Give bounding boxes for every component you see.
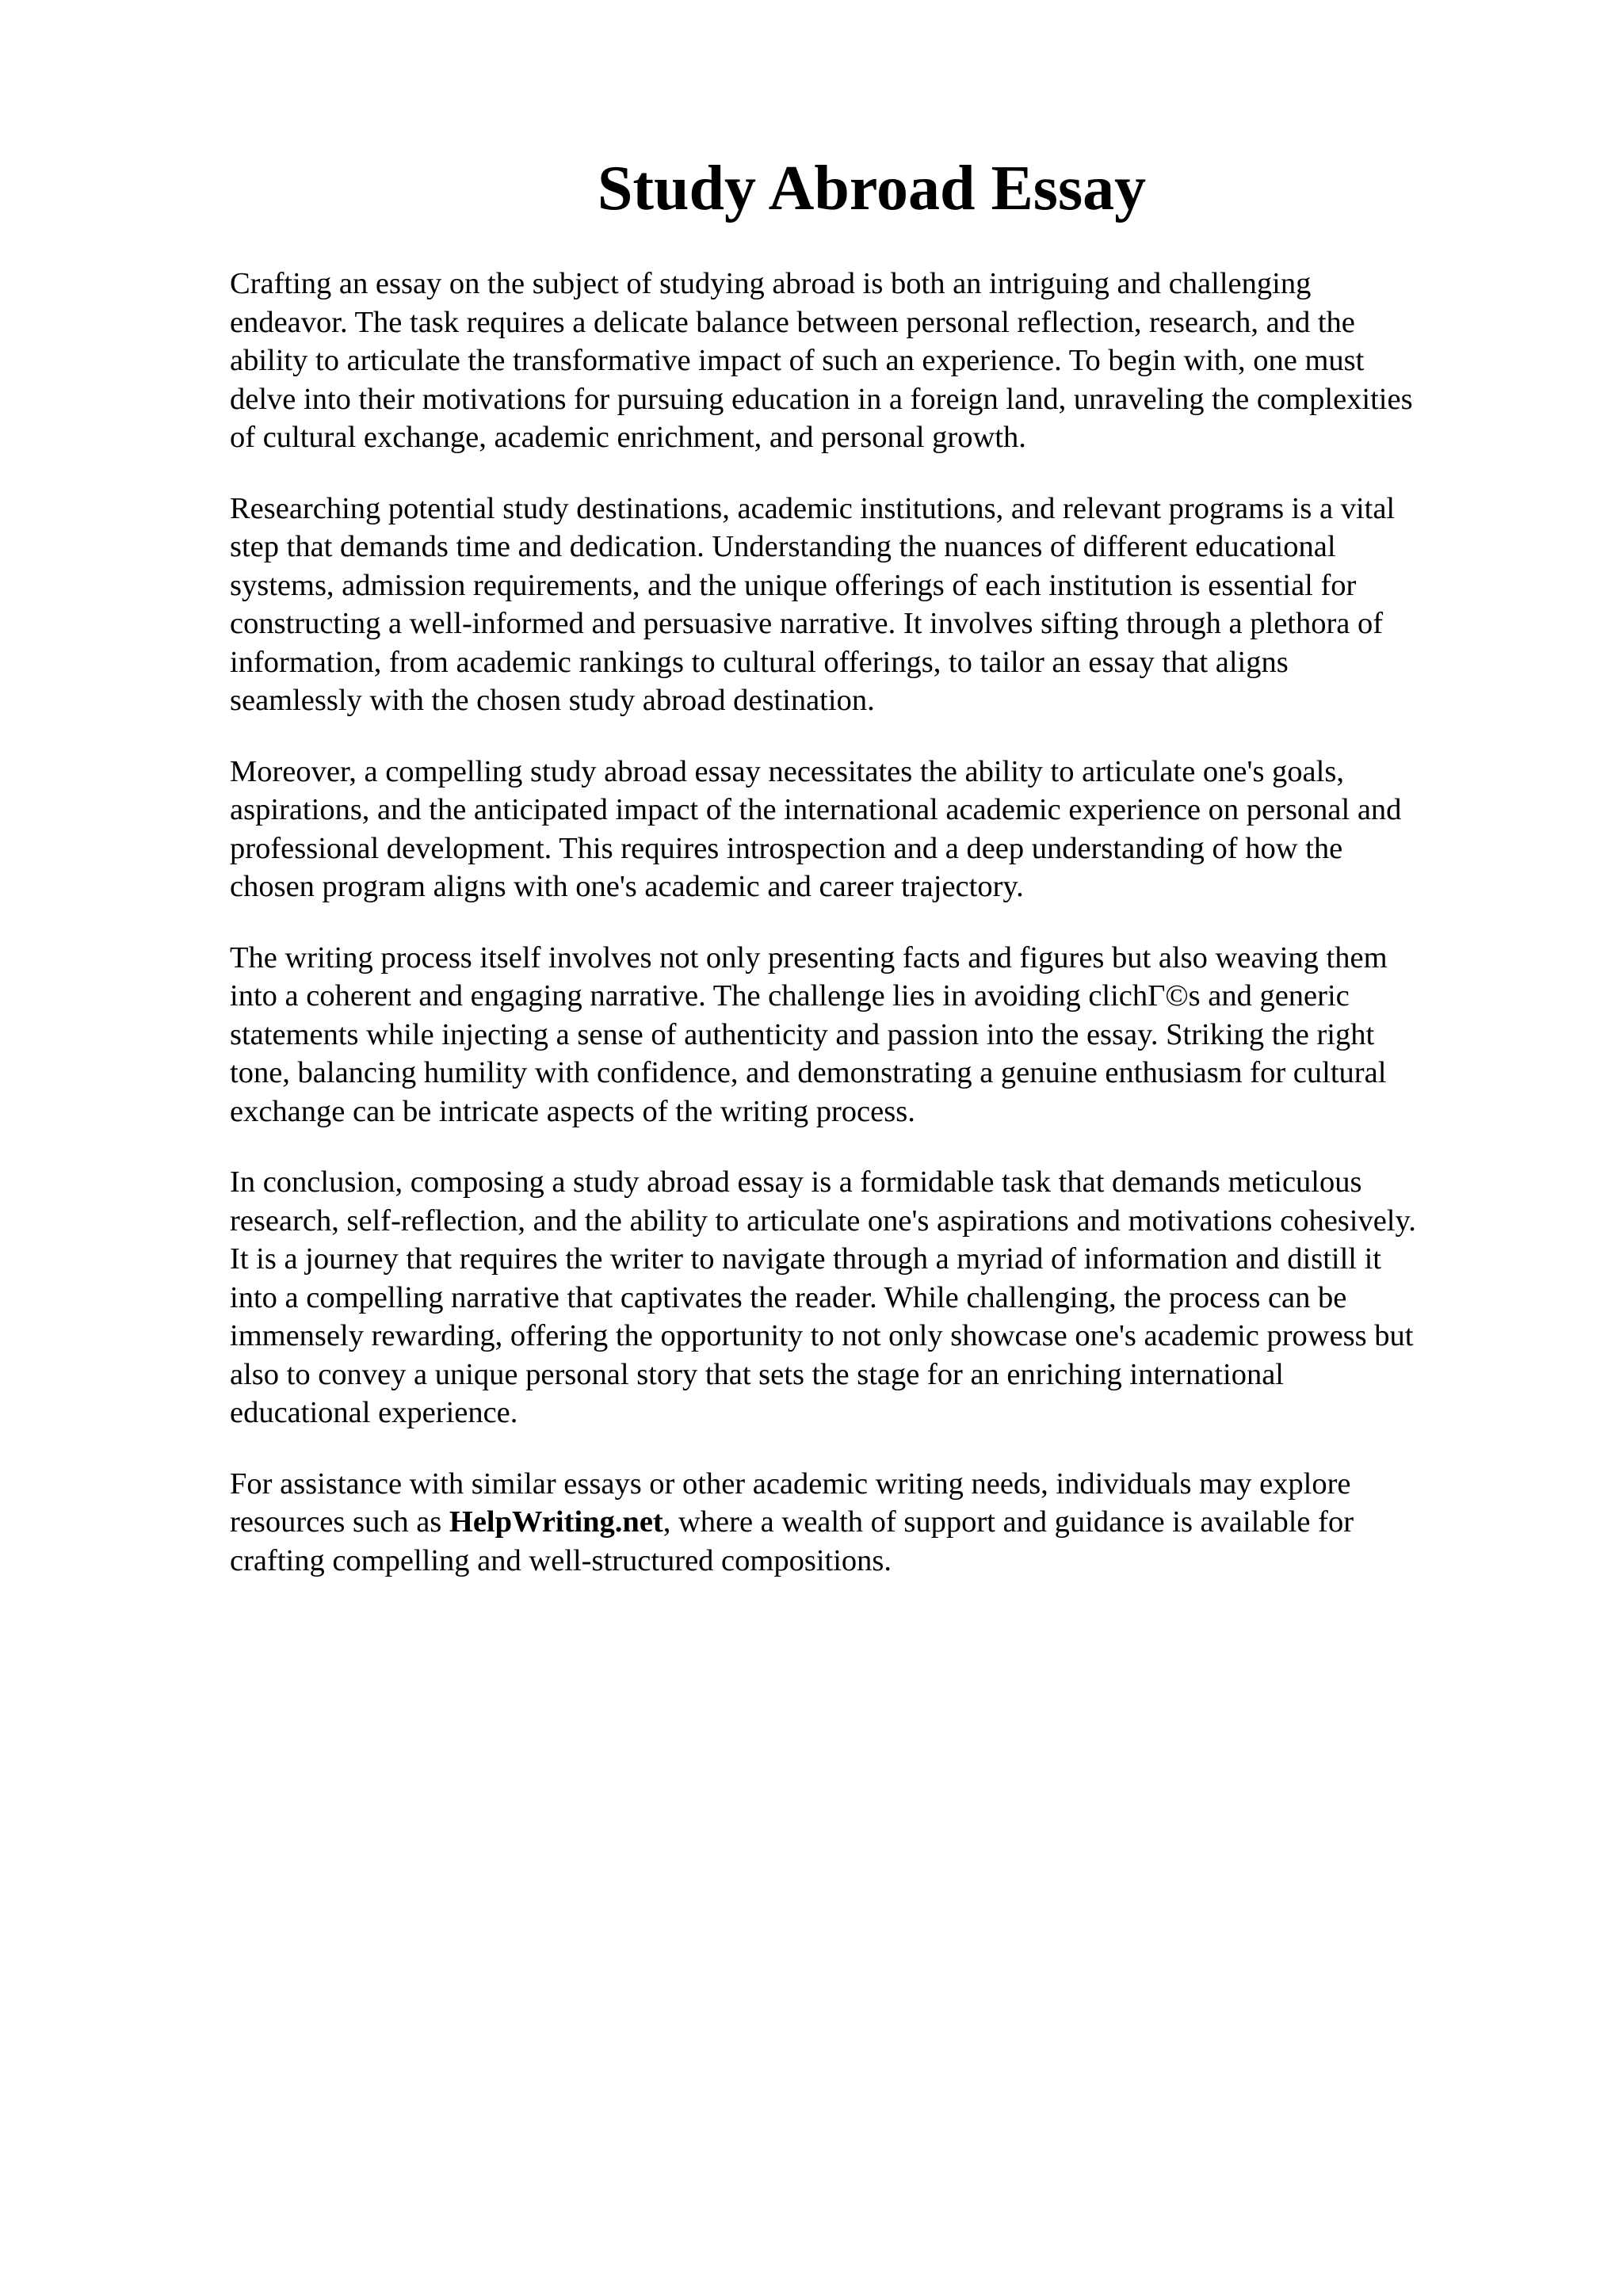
essay-body — [230, 265, 1514, 1612]
paragraph-line: educational experience. — [230, 1396, 518, 1429]
paragraph-line: constructing a well-informed and persuasive narrative. It involves sifting through a plethora of — [230, 607, 1384, 640]
closing-text-before-link: resources such as — [230, 1505, 449, 1539]
paragraph-line-with-link — [230, 1503, 1514, 1542]
paragraph-4 — [230, 939, 1514, 1131]
paragraph-line: Researching potential study destinations, academic institutions, and relevant programs is a vital — [230, 491, 1396, 525]
paragraph-line: information, from academic rankings to cultural offerings, to tailor an essay that aligns — [230, 645, 1289, 679]
paragraph-line: into a coherent and engaging narrative. The challenge lies in avoiding clichΓ©s and generic — [230, 979, 1350, 1013]
closing-paragraph — [230, 1465, 1514, 1581]
paragraph-line: aspirations, and the anticipated impact of the international academic experience on personal and — [230, 793, 1402, 826]
helpwriting-link[interactable]: HelpWriting.net — [449, 1505, 663, 1539]
paragraph-line: For assistance with similar essays or other academic writing needs, individuals may explore — [230, 1466, 1351, 1501]
paragraph-line: Moreover, a compelling study abroad essay necessitates the ability to articulate one's goals, — [230, 754, 1344, 788]
paragraph-5 — [230, 1163, 1514, 1432]
closing-text-after-link: , where a wealth of support and guidance is available for — [663, 1505, 1354, 1539]
paragraph-line: statements while injecting a sense of authenticity and passion into the essay. Striking the right — [230, 1017, 1375, 1051]
paragraph-line: Crafting an essay on the subject of studying abroad is both an intriguing and challenging — [230, 267, 1312, 300]
paragraph-line: chosen program aligns with one's academic and career trajectory. — [230, 870, 1024, 903]
paragraph-line: seamlessly with the chosen study abroad destination. — [230, 684, 875, 717]
paragraph-line: of cultural exchange, academic enrichment, and personal growth. — [230, 421, 1026, 454]
paragraph-line: ability to articulate the transformative impact of such an experience. To begin with, one must — [230, 344, 1365, 377]
paragraph-line: immensely rewarding, offering the opportunity to not only showcase one's academic prowess but — [230, 1319, 1414, 1352]
paragraph-1 — [230, 265, 1514, 457]
paragraph-line: It is a journey that requires the writer to navigate through a myriad of information and distill it — [230, 1242, 1381, 1276]
page-title: Study Abroad Essay — [597, 154, 1147, 223]
paragraph-line: tone, balancing humility with confidence, and demonstrating a genuine enthusiasm for cultural — [230, 1056, 1387, 1089]
paragraph-line: systems, admission requirements, and the unique offerings of each institution is essential for — [230, 568, 1357, 602]
paragraph-line: into a compelling narrative that captivates the reader. While challenging, the process can be — [230, 1280, 1347, 1314]
paragraph-2 — [230, 490, 1514, 720]
paragraph-line: delve into their motivations for pursuing education in a foreign land, unraveling the complexities — [230, 382, 1413, 416]
paragraph-line: The writing process itself involves not only presenting facts and figures but also weaving them — [230, 940, 1388, 974]
paragraph-line: step that demands time and dedication. Understanding the nuances of different educational — [230, 530, 1336, 563]
paragraph-line: research, self-reflection, and the ability to articulate one's aspirations and motivations cohesively. — [230, 1203, 1416, 1238]
paragraph-3 — [230, 753, 1514, 906]
paragraph-line: crafting compelling and well-structured compositions. — [230, 1543, 892, 1577]
paragraph-line: endeavor. The task requires a delicate balance between personal reflection, research, and the — [230, 305, 1355, 339]
paragraph-line: In conclusion, composing a study abroad essay is a formidable task that demands meticulous — [230, 1165, 1362, 1199]
paragraph-line: exchange can be intricate aspects of the writing process. — [230, 1094, 915, 1128]
paragraph-line: professional development. This requires introspection and a deep understanding of how the — [230, 831, 1343, 865]
paragraph-line: also to convey a unique personal story that sets the stage for an enriching international — [230, 1357, 1284, 1391]
